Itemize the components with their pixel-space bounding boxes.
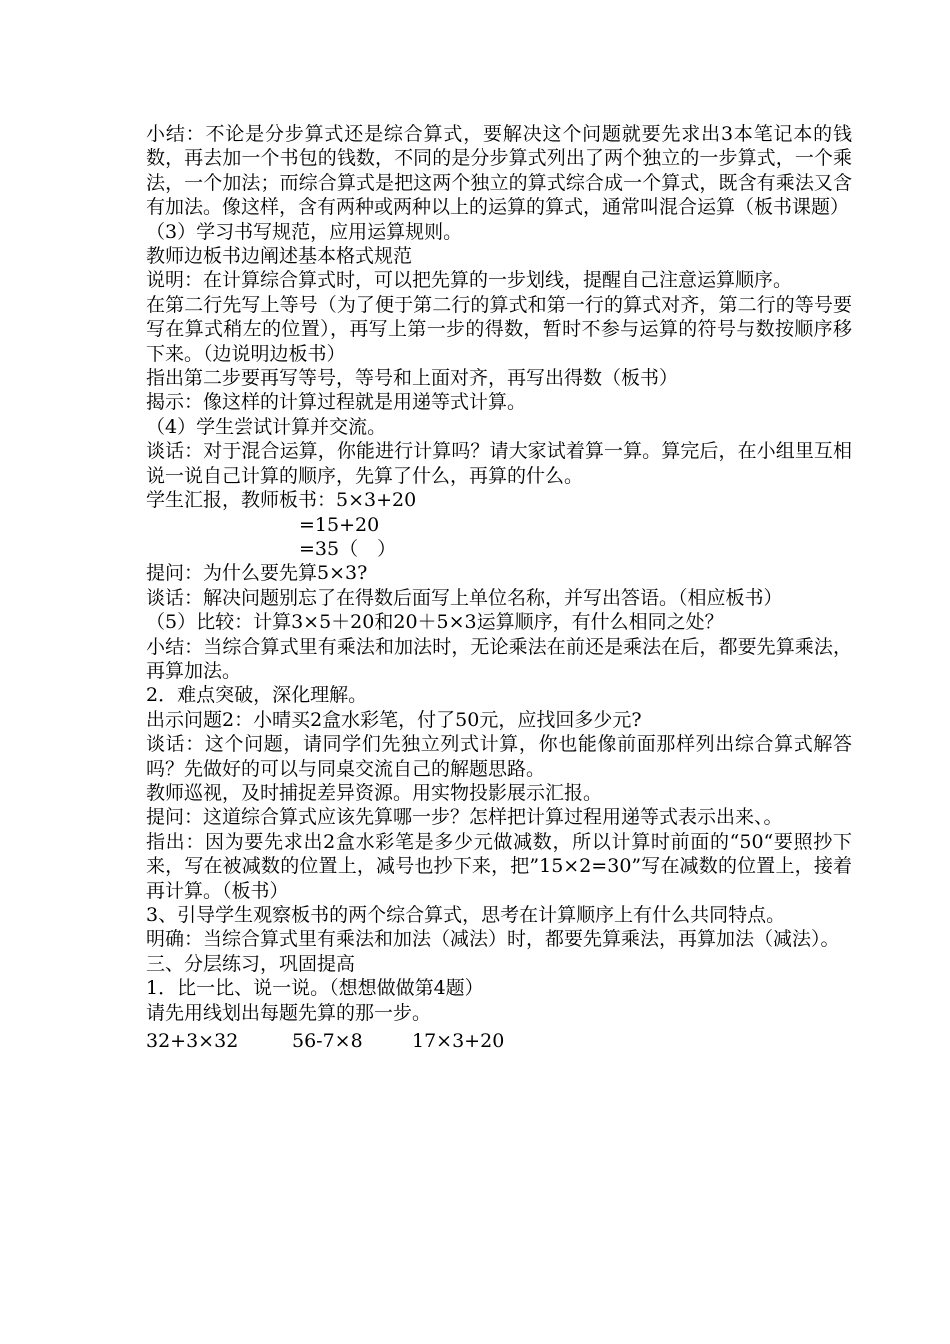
paragraph-question-1: 提问：为什么要先算5×3? xyxy=(146,562,368,585)
calc-line-1: 学生汇报，教师板书：5×3+20 xyxy=(146,489,417,512)
paragraph-observe: 3、引导学生观察板书的两个综合算式，思考在计算顺序上有什么共同特点。 xyxy=(146,904,786,926)
document-page xyxy=(146,122,852,1053)
paragraph-point-out: 指出第二步要再写等号，等号和上面对齐，再写出得数（板书） xyxy=(146,367,679,390)
paragraph-patrol: 教师巡视，及时捕捉差异资源。用实物投影展示汇报。 xyxy=(146,781,603,804)
paragraph-question-2: 提问：这道综合算式应该先算哪一步？怎样把计算过程用递等式表示出来、。 xyxy=(146,806,783,829)
paragraph-second-line: 在第二行先写上等号（为了便于第二行的算式和第一行的算式对齐，第二行的等号要写在算式稍左的位置），再写上第一步的得数，暂时不参与运算的符号与数按顺序移下来。（边说明边板书） xyxy=(146,293,852,365)
paragraph-talk-2: 谈话：解决问题别忘了在得数后面写上单位名称，并写出答语。（相应板书） xyxy=(146,586,783,609)
paragraph-step-4: （4）学生尝试计算并交流。 xyxy=(146,415,387,438)
paragraph-talk-3: 谈话：这个问题，请同学们先独立列式计算，你也能像前面那样列出综合算式解答吗？先做好的可以与同桌交流自己的解题思路。 xyxy=(146,733,852,780)
exercise-item: 56-7×8 xyxy=(292,1030,363,1053)
paragraph-summary: 小结：不论是分步算式还是综合算式，要解决这个问题就要先求出3本笔记本的钱数，再去加一个书包的钱数，不同的是分步算式列出了两个独立的一步算式，一个乘法，一个加法；而综合算式是把这两个独立的算式综合成一个算式，既含有乘法又含有加法。像这样，含有两种或两种以上的运算的算式，通常叫混合运算（板书课题） xyxy=(146,123,852,219)
calc-line-2-text: =15+20 xyxy=(299,513,380,536)
exercise-item: 32+3×32 xyxy=(146,1030,239,1053)
section-heading-3: 三、分层练习，巩固提高 xyxy=(146,952,356,975)
paragraph-reveal: 揭示：像这样的计算过程就是用递等式计算。 xyxy=(146,391,527,414)
paragraph-section-2: 2．难点突破，深化理解。 xyxy=(146,684,368,707)
paragraph-summary-2: 小结：当综合算式里有乘法和加法时，无论乘法在前还是乘法在后，都要先算乘法，再算加法。 xyxy=(146,635,852,682)
paragraph-teacher-board: 教师边板书边阐述基本格式规范 xyxy=(146,245,413,268)
paragraph-problem-2: 出示问题2：小晴买2盒水彩笔，付了50元，应找回多少元? xyxy=(146,708,642,731)
paragraph-clarify: 明确：当综合算式里有乘法和加法（减法）时，都要先算乘法，再算加法（减法）。 xyxy=(146,928,840,951)
calc-line-3 xyxy=(146,537,852,561)
exercise-row xyxy=(146,1029,852,1053)
calc-line-3-text: =35（ ） xyxy=(299,537,397,560)
paragraph-exercise-1: 1．比一比、说一说。（想想做做第4题） xyxy=(146,977,484,1000)
exercise-item: 17×3+20 xyxy=(412,1030,505,1053)
calc-line-2 xyxy=(146,513,852,537)
paragraph-talk-1: 谈话：对于混合运算，你能进行计算吗？请大家试着算一算。算完后，在小组里互相说一说自己计算的顺序，先算了什么，再算的什么。 xyxy=(146,440,852,487)
paragraph-point-out-2: 指出：因为要先求出2盒水彩笔是多少元做减数，所以计算时前面的“50“要照抄下来，写在被减数的位置上，减号也抄下来，把”15×2=30”写在减数的位置上，接着再计算。（板书） xyxy=(146,830,852,902)
paragraph-step-3: （3）学习书写规范，应用运算规则。 xyxy=(146,220,463,243)
paragraph-step-5: （5）比较：计算3×5＋20和20＋5×3运算顺序，有什么相同之处？ xyxy=(146,611,724,634)
paragraph-explanation: 说明：在计算综合算式时，可以把先算的一步划线，提醒自己注意运算顺序。 xyxy=(146,269,793,292)
paragraph-instruction: 请先用线划出每题先算的那一步。 xyxy=(146,1001,432,1024)
